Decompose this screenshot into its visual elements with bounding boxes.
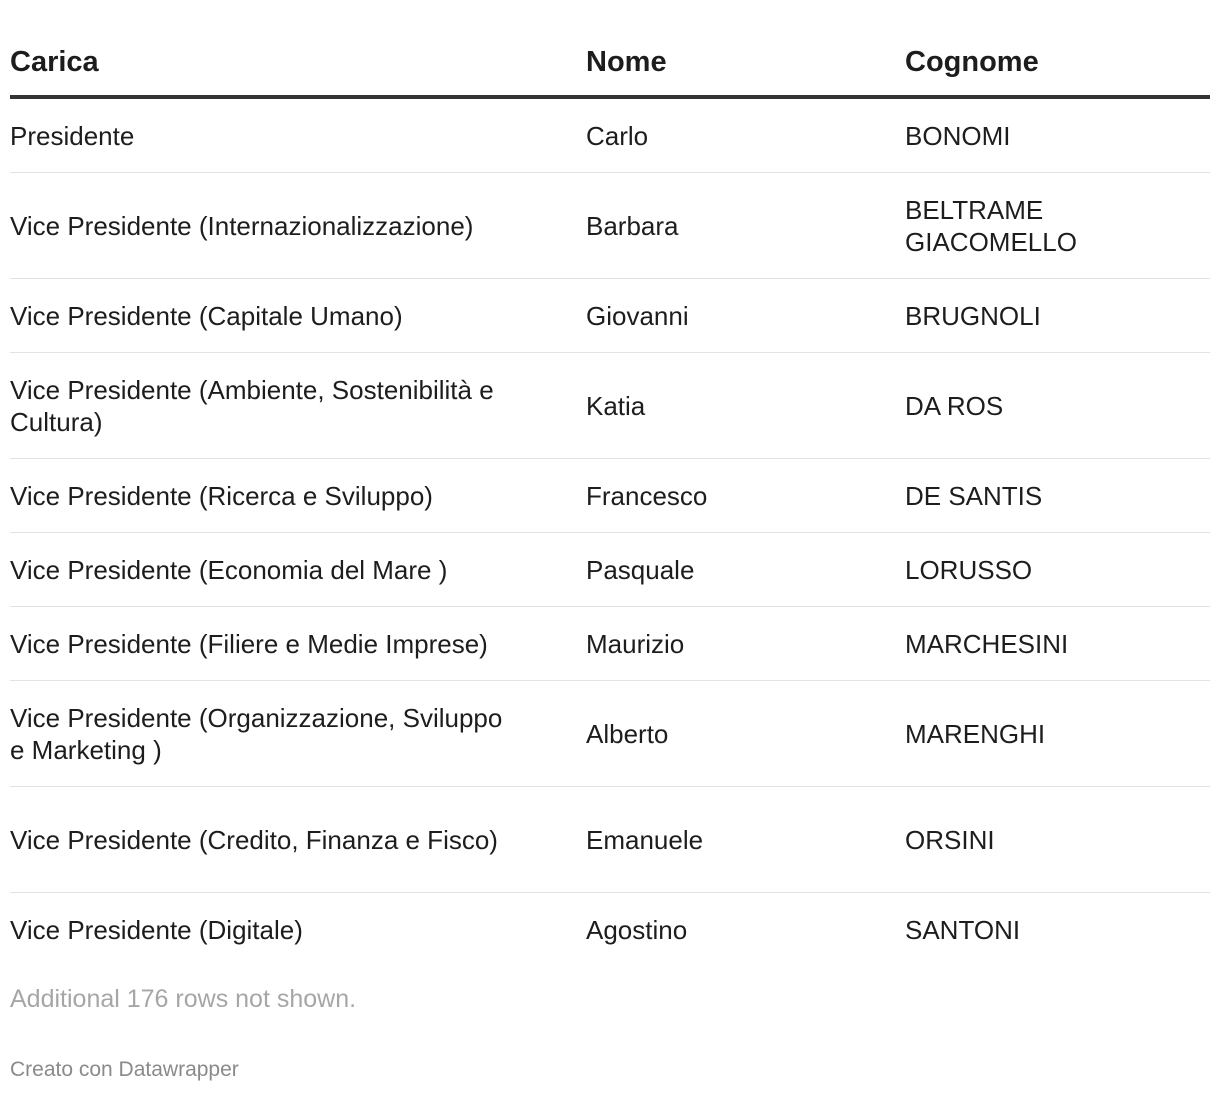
rows-not-shown-note: Additional 176 rows not shown. <box>10 985 357 1013</box>
table-row <box>10 279 1210 353</box>
cell-nome: Agostino <box>586 914 688 945</box>
cell-nome: Carlo <box>586 97 905 173</box>
table-row <box>10 787 1210 893</box>
cell-cognome: BELTRAME GIACOMELLO <box>905 173 1210 279</box>
column-header-carica[interactable]: Carica <box>10 0 586 97</box>
cell-cognome: BONOMI <box>905 97 1210 173</box>
table-header <box>10 0 1210 97</box>
cell-nome: Francesco <box>586 459 905 533</box>
datawrapper-credit[interactable]: Creato con Datawrapper <box>10 1058 239 1081</box>
cell-cognome: BRUGNOLI <box>905 279 1210 353</box>
column-header-cognome[interactable]: Cognome <box>905 0 1210 97</box>
cell-carica: Vice Presidente (Capitale Umano) <box>10 279 586 353</box>
data-table <box>10 0 1210 966</box>
cell-cognome: MARENGHI <box>905 681 1210 787</box>
cell-carica: Vice Presidente (Economia del Mare ) <box>10 533 586 607</box>
table-row <box>10 533 1210 607</box>
cell-nome: Giovanni <box>586 279 905 353</box>
cell-carica: Presidente <box>10 97 586 173</box>
cell-carica: Vice Presidente (Credito, Finanza e Fisco) <box>10 787 586 893</box>
cell-carica: Vice Presidente (Internazionalizzazione) <box>10 173 586 279</box>
header-row <box>10 0 1210 97</box>
cell-cognome: LORUSSO <box>905 533 1210 607</box>
cell-cognome: MARCHESINI <box>905 607 1210 681</box>
cell-cognome: SANTONI <box>905 914 1021 945</box>
cell-carica: Vice Presidente (Digitale) <box>10 914 303 945</box>
cell-carica: Vice Presidente (Ricerca e Sviluppo) <box>10 459 586 533</box>
cell-nome: Katia <box>586 353 905 459</box>
cell-cognome: ORSINI <box>905 787 1210 893</box>
table-row <box>10 893 1210 967</box>
table-body <box>10 97 1210 966</box>
table-row <box>10 97 1210 173</box>
table-row <box>10 607 1210 681</box>
table-row <box>10 459 1210 533</box>
table-container <box>10 0 1210 966</box>
column-header-nome[interactable]: Nome <box>586 0 905 97</box>
table-row <box>10 173 1210 279</box>
cell-carica: Vice Presidente (Filiere e Medie Imprese) <box>10 607 586 681</box>
table-row <box>10 681 1210 787</box>
cell-cognome: DA ROS <box>905 353 1210 459</box>
cell-carica: Vice Presidente (Organizzazione, Sviluppo e Marketing ) <box>10 681 586 787</box>
cell-cognome: DE SANTIS <box>905 459 1210 533</box>
cell-carica: Vice Presidente (Ambiente, Sostenibilità e Cultura) <box>10 353 586 459</box>
cell-nome: Barbara <box>586 173 905 279</box>
cell-nome: Alberto <box>586 681 905 787</box>
cell-nome: Emanuele <box>586 787 905 893</box>
cell-nome: Pasquale <box>586 533 905 607</box>
table-row <box>10 353 1210 459</box>
cell-nome: Maurizio <box>586 607 905 681</box>
